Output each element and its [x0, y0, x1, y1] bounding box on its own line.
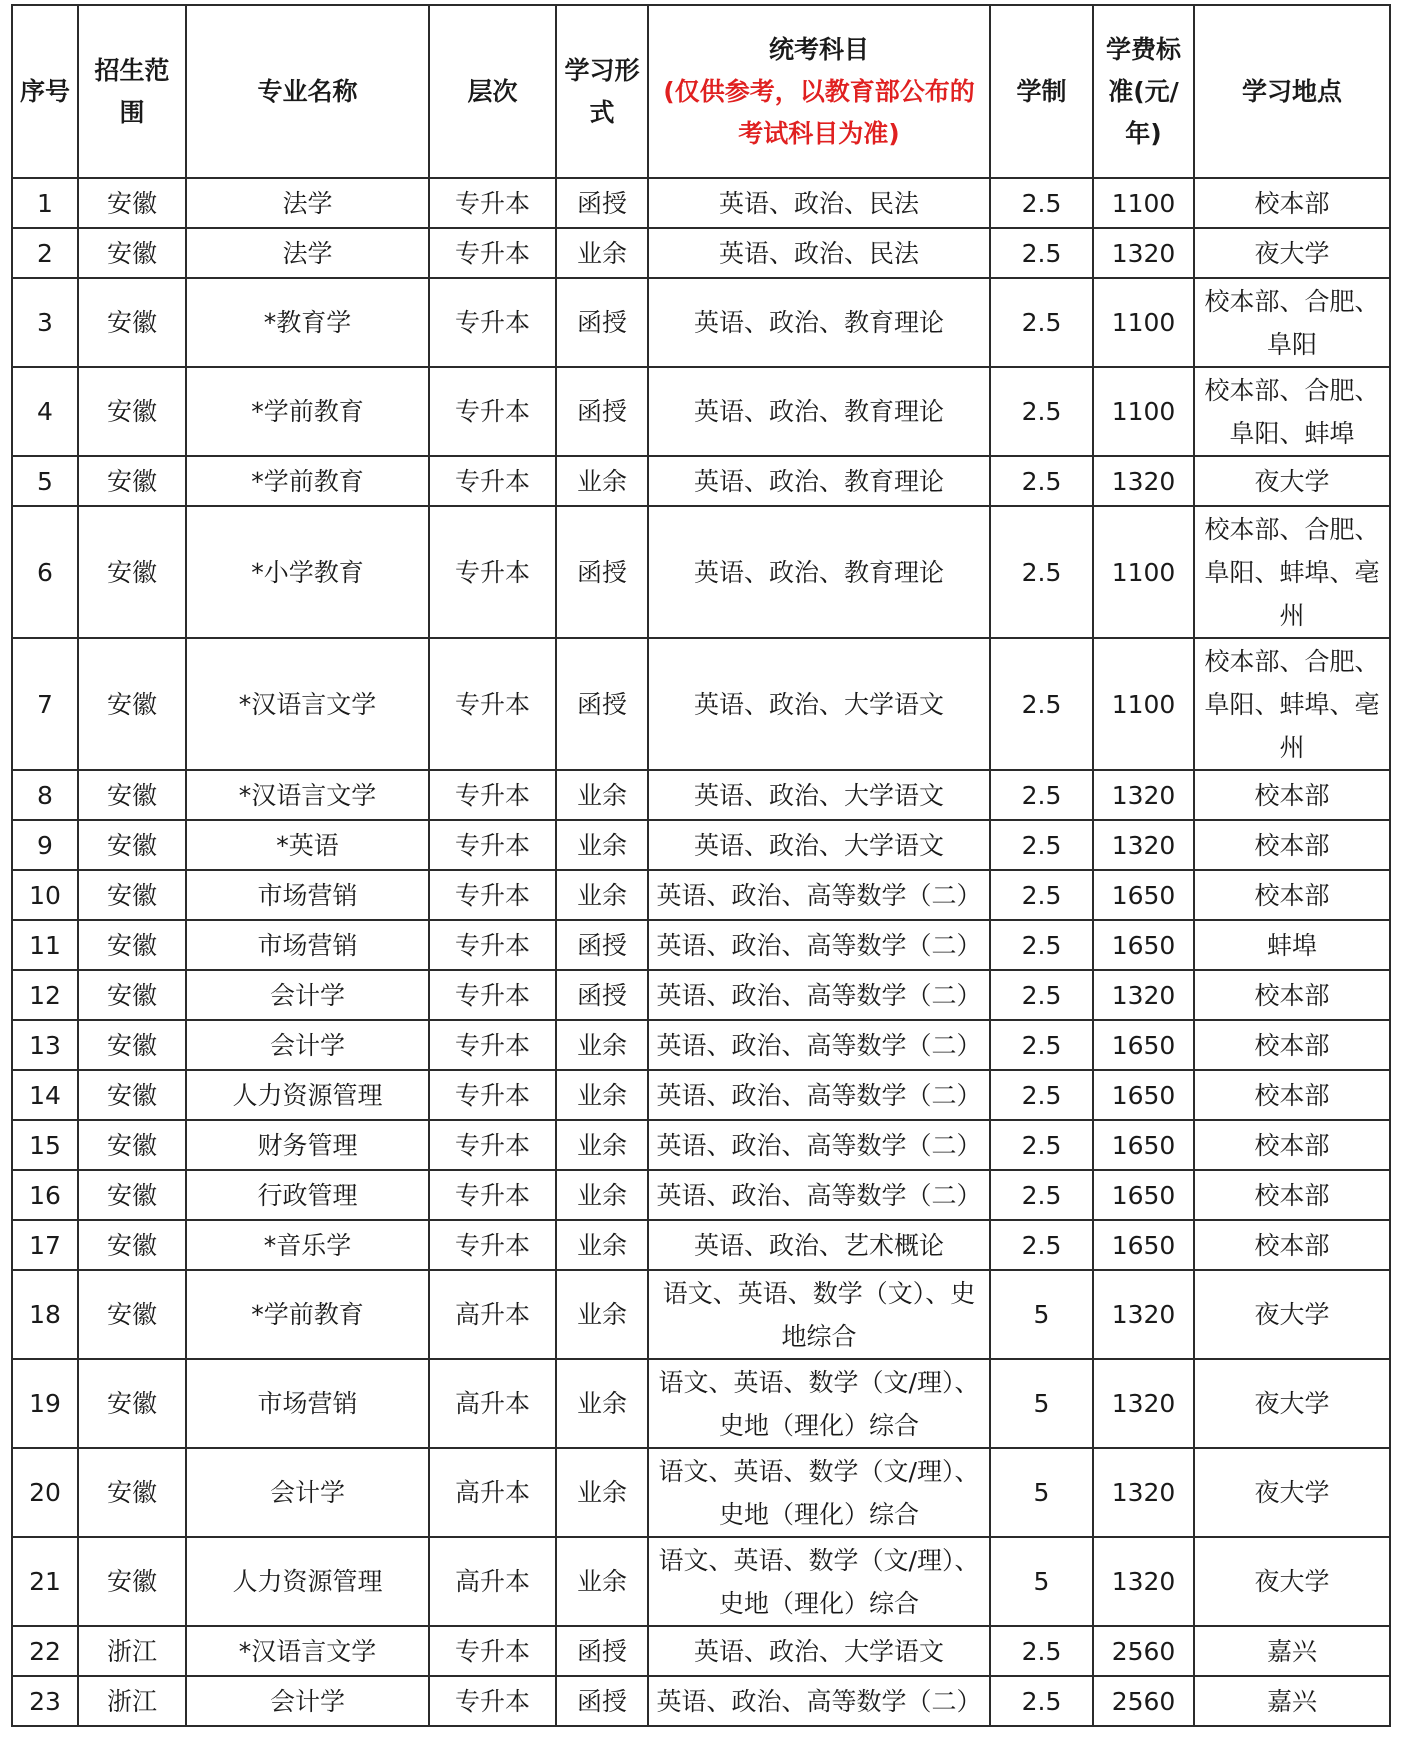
cell-region: 安徽: [78, 367, 186, 456]
table-row: [12, 1626, 1390, 1676]
cell-form: 业余: [556, 820, 648, 870]
cell-subjects: 英语、政治、民法: [648, 228, 990, 278]
cell-subjects: 英语、政治、大学语文: [648, 820, 990, 870]
cell-form: 函授: [556, 1676, 648, 1726]
cell-region: 安徽: [78, 770, 186, 820]
table-body: [12, 178, 1390, 1726]
header-fee: 学费标准(元/年): [1093, 5, 1194, 178]
cell-form: 业余: [556, 1070, 648, 1120]
cell-subjects: 英语、政治、高等数学（二）: [648, 1120, 990, 1170]
cell-seq: 14: [12, 1070, 78, 1120]
cell-subjects: 英语、政治、民法: [648, 178, 990, 228]
header-location: 学习地点: [1194, 5, 1390, 178]
cell-major: 行政管理: [186, 1170, 429, 1220]
cell-fee: 1320: [1093, 456, 1194, 506]
cell-fee: 1650: [1093, 1020, 1194, 1070]
cell-subjects: 英语、政治、高等数学（二）: [648, 1020, 990, 1070]
cell-fee: 1650: [1093, 1120, 1194, 1170]
cell-seq: 8: [12, 770, 78, 820]
cell-subjects: 英语、政治、教育理论: [648, 278, 990, 367]
cell-fee: 1320: [1093, 1537, 1194, 1626]
cell-fee: 1100: [1093, 638, 1194, 770]
cell-location: 嘉兴: [1194, 1676, 1390, 1726]
cell-region: 安徽: [78, 1020, 186, 1070]
cell-form: 业余: [556, 1448, 648, 1537]
cell-form: 业余: [556, 228, 648, 278]
cell-level: 专升本: [429, 820, 556, 870]
cell-location: 校本部: [1194, 1120, 1390, 1170]
cell-major: 法学: [186, 178, 429, 228]
cell-location: 校本部: [1194, 820, 1390, 870]
cell-duration: 2.5: [990, 506, 1093, 638]
cell-subjects: 英语、政治、教育理论: [648, 506, 990, 638]
cell-duration: 5: [990, 1537, 1093, 1626]
cell-duration: 2.5: [990, 1220, 1093, 1270]
cell-level: 专升本: [429, 1220, 556, 1270]
table-row: [12, 506, 1390, 638]
cell-form: 函授: [556, 920, 648, 970]
cell-level: 专升本: [429, 506, 556, 638]
cell-seq: 20: [12, 1448, 78, 1537]
cell-form: 函授: [556, 178, 648, 228]
cell-fee: 1320: [1093, 770, 1194, 820]
cell-form: 业余: [556, 1270, 648, 1359]
cell-major: *汉语言文学: [186, 638, 429, 770]
cell-form: 业余: [556, 1359, 648, 1448]
cell-region: 安徽: [78, 970, 186, 1020]
cell-major: *教育学: [186, 278, 429, 367]
cell-location: 校本部: [1194, 1170, 1390, 1220]
cell-location: 校本部、合肥、阜阳、蚌埠: [1194, 367, 1390, 456]
cell-seq: 23: [12, 1676, 78, 1726]
cell-duration: 5: [990, 1359, 1093, 1448]
cell-location: 校本部、合肥、阜阳、蚌埠、亳州: [1194, 638, 1390, 770]
table-row: [12, 920, 1390, 970]
table-row: [12, 1448, 1390, 1537]
table-row: [12, 1120, 1390, 1170]
cell-duration: 2.5: [990, 367, 1093, 456]
cell-seq: 3: [12, 278, 78, 367]
cell-subjects: 英语、政治、教育理论: [648, 456, 990, 506]
cell-fee: 1100: [1093, 278, 1194, 367]
cell-level: 高升本: [429, 1270, 556, 1359]
cell-major: 会计学: [186, 1020, 429, 1070]
cell-duration: 2.5: [990, 228, 1093, 278]
cell-major: 市场营销: [186, 1359, 429, 1448]
cell-fee: 2560: [1093, 1676, 1194, 1726]
cell-fee: 1650: [1093, 920, 1194, 970]
cell-duration: 2.5: [990, 278, 1093, 367]
cell-form: 业余: [556, 1170, 648, 1220]
cell-region: 安徽: [78, 506, 186, 638]
table-row: [12, 1020, 1390, 1070]
cell-fee: 1320: [1093, 228, 1194, 278]
cell-fee: 1100: [1093, 367, 1194, 456]
header-subjects: [648, 5, 990, 178]
cell-major: *英语: [186, 820, 429, 870]
cell-location: 校本部: [1194, 1070, 1390, 1120]
cell-subjects: 英语、政治、高等数学（二）: [648, 1676, 990, 1726]
cell-major: 市场营销: [186, 870, 429, 920]
cell-seq: 17: [12, 1220, 78, 1270]
cell-region: 安徽: [78, 178, 186, 228]
cell-seq: 5: [12, 456, 78, 506]
cell-subjects: 英语、政治、高等数学（二）: [648, 920, 990, 970]
cell-major: *汉语言文学: [186, 1626, 429, 1676]
cell-major: 人力资源管理: [186, 1537, 429, 1626]
cell-form: 函授: [556, 638, 648, 770]
cell-level: 专升本: [429, 1170, 556, 1220]
cell-location: 蚌埠: [1194, 920, 1390, 970]
header-subjects-title: 统考科目: [768, 34, 869, 64]
cell-subjects: 英语、政治、高等数学（二）: [648, 1070, 990, 1120]
cell-level: 专升本: [429, 1626, 556, 1676]
header-major: 专业名称: [186, 5, 429, 178]
cell-seq: 7: [12, 638, 78, 770]
cell-fee: 1320: [1093, 1359, 1194, 1448]
header-form: 学习形式: [556, 5, 648, 178]
cell-duration: 2.5: [990, 638, 1093, 770]
cell-duration: 2.5: [990, 870, 1093, 920]
cell-form: 函授: [556, 1626, 648, 1676]
cell-seq: 22: [12, 1626, 78, 1676]
cell-level: 专升本: [429, 870, 556, 920]
cell-level: 专升本: [429, 638, 556, 770]
cell-level: 专升本: [429, 920, 556, 970]
cell-subjects: 英语、政治、大学语文: [648, 1626, 990, 1676]
table-row: [12, 456, 1390, 506]
cell-location: 夜大学: [1194, 1537, 1390, 1626]
header-seq: 序号: [12, 5, 78, 178]
cell-form: 业余: [556, 1537, 648, 1626]
cell-level: 专升本: [429, 1020, 556, 1070]
cell-region: 安徽: [78, 920, 186, 970]
table-row: [12, 367, 1390, 456]
cell-subjects: 英语、政治、艺术概论: [648, 1220, 990, 1270]
table-row: [12, 1676, 1390, 1726]
cell-seq: 12: [12, 970, 78, 1020]
cell-location: 校本部、合肥、阜阳、蚌埠、亳州: [1194, 506, 1390, 638]
cell-major: *学前教育: [186, 456, 429, 506]
cell-level: 专升本: [429, 178, 556, 228]
header-region: 招生范围: [78, 5, 186, 178]
table-row: [12, 1170, 1390, 1220]
table-row: [12, 970, 1390, 1020]
header-subjects-note: (仅供参考，以教育部公布的考试科目为准): [663, 76, 975, 148]
cell-major: *汉语言文学: [186, 770, 429, 820]
table-row: [12, 820, 1390, 870]
cell-level: 高升本: [429, 1359, 556, 1448]
cell-major: 会计学: [186, 1676, 429, 1726]
cell-form: 业余: [556, 1120, 648, 1170]
cell-location: 校本部: [1194, 970, 1390, 1020]
header-row: [12, 5, 1390, 178]
cell-seq: 19: [12, 1359, 78, 1448]
cell-duration: 2.5: [990, 1170, 1093, 1220]
cell-region: 安徽: [78, 1120, 186, 1170]
cell-fee: 1650: [1093, 870, 1194, 920]
cell-subjects: 语文、英语、数学（文/理）、史地（理化）综合: [648, 1359, 990, 1448]
cell-location: 嘉兴: [1194, 1626, 1390, 1676]
cell-duration: 2.5: [990, 970, 1093, 1020]
cell-seq: 16: [12, 1170, 78, 1220]
table-row: [12, 228, 1390, 278]
cell-subjects: 英语、政治、高等数学（二）: [648, 970, 990, 1020]
table-row: [12, 278, 1390, 367]
cell-level: 专升本: [429, 1120, 556, 1170]
cell-level: 专升本: [429, 970, 556, 1020]
cell-region: 浙江: [78, 1626, 186, 1676]
cell-seq: 2: [12, 228, 78, 278]
cell-region: 安徽: [78, 1170, 186, 1220]
cell-level: 高升本: [429, 1448, 556, 1537]
cell-form: 业余: [556, 456, 648, 506]
cell-region: 安徽: [78, 278, 186, 367]
cell-level: 高升本: [429, 1537, 556, 1626]
cell-duration: 5: [990, 1270, 1093, 1359]
cell-duration: 2.5: [990, 770, 1093, 820]
cell-subjects: 语文、英语、数学（文/理）、史地（理化）综合: [648, 1537, 990, 1626]
cell-location: 夜大学: [1194, 228, 1390, 278]
cell-region: 浙江: [78, 1676, 186, 1726]
cell-major: 人力资源管理: [186, 1070, 429, 1120]
cell-location: 校本部: [1194, 870, 1390, 920]
cell-duration: 2.5: [990, 920, 1093, 970]
cell-level: 专升本: [429, 1676, 556, 1726]
cell-major: *小学教育: [186, 506, 429, 638]
cell-major: 财务管理: [186, 1120, 429, 1170]
cell-region: 安徽: [78, 456, 186, 506]
cell-form: 业余: [556, 770, 648, 820]
cell-region: 安徽: [78, 1070, 186, 1120]
cell-location: 夜大学: [1194, 1270, 1390, 1359]
cell-form: 业余: [556, 1020, 648, 1070]
cell-location: 校本部: [1194, 178, 1390, 228]
cell-location: 校本部: [1194, 1220, 1390, 1270]
cell-subjects: 英语、政治、高等数学（二）: [648, 1170, 990, 1220]
cell-form: 业余: [556, 870, 648, 920]
table-row: [12, 638, 1390, 770]
cell-level: 专升本: [429, 228, 556, 278]
cell-duration: 2.5: [990, 1676, 1093, 1726]
cell-major: 会计学: [186, 970, 429, 1020]
cell-form: 函授: [556, 367, 648, 456]
cell-major: 会计学: [186, 1448, 429, 1537]
cell-region: 安徽: [78, 870, 186, 920]
cell-location: 校本部: [1194, 770, 1390, 820]
cell-level: 专升本: [429, 456, 556, 506]
cell-major: *学前教育: [186, 367, 429, 456]
cell-level: 专升本: [429, 278, 556, 367]
cell-seq: 15: [12, 1120, 78, 1170]
cell-location: 校本部、合肥、阜阳: [1194, 278, 1390, 367]
cell-region: 安徽: [78, 1359, 186, 1448]
cell-level: 专升本: [429, 367, 556, 456]
cell-region: 安徽: [78, 1537, 186, 1626]
cell-region: 安徽: [78, 1448, 186, 1537]
cell-fee: 1320: [1093, 1448, 1194, 1537]
cell-form: 函授: [556, 506, 648, 638]
table-row: [12, 1359, 1390, 1448]
cell-level: 专升本: [429, 1070, 556, 1120]
cell-seq: 21: [12, 1537, 78, 1626]
cell-subjects: 英语、政治、高等数学（二）: [648, 870, 990, 920]
admissions-table: [11, 4, 1391, 1727]
cell-region: 安徽: [78, 820, 186, 870]
cell-major: 法学: [186, 228, 429, 278]
cell-region: 安徽: [78, 1270, 186, 1359]
table-row: [12, 870, 1390, 920]
cell-duration: 2.5: [990, 1626, 1093, 1676]
cell-duration: 2.5: [990, 1070, 1093, 1120]
cell-fee: 1320: [1093, 1270, 1194, 1359]
cell-form: 业余: [556, 1220, 648, 1270]
cell-subjects: 语文、英语、数学（文/理）、史地（理化）综合: [648, 1448, 990, 1537]
cell-seq: 10: [12, 870, 78, 920]
cell-region: 安徽: [78, 228, 186, 278]
header-duration: 学制: [990, 5, 1093, 178]
cell-seq: 1: [12, 178, 78, 228]
table-row: [12, 1220, 1390, 1270]
cell-major: *学前教育: [186, 1270, 429, 1359]
cell-form: 函授: [556, 970, 648, 1020]
cell-fee: 1650: [1093, 1170, 1194, 1220]
table-row: [12, 1537, 1390, 1626]
cell-duration: 2.5: [990, 456, 1093, 506]
cell-duration: 2.5: [990, 1120, 1093, 1170]
cell-subjects: 英语、政治、教育理论: [648, 367, 990, 456]
table-row: [12, 1070, 1390, 1120]
table-row: [12, 1270, 1390, 1359]
cell-seq: 9: [12, 820, 78, 870]
header-level: 层次: [429, 5, 556, 178]
cell-location: 夜大学: [1194, 1448, 1390, 1537]
cell-level: 专升本: [429, 770, 556, 820]
cell-form: 函授: [556, 278, 648, 367]
cell-seq: 6: [12, 506, 78, 638]
cell-subjects: 英语、政治、大学语文: [648, 638, 990, 770]
cell-major: 市场营销: [186, 920, 429, 970]
cell-seq: 4: [12, 367, 78, 456]
cell-location: 校本部: [1194, 1020, 1390, 1070]
cell-location: 夜大学: [1194, 456, 1390, 506]
cell-seq: 18: [12, 1270, 78, 1359]
cell-fee: 1100: [1093, 506, 1194, 638]
cell-seq: 13: [12, 1020, 78, 1070]
cell-subjects: 英语、政治、大学语文: [648, 770, 990, 820]
cell-major: *音乐学: [186, 1220, 429, 1270]
cell-location: 夜大学: [1194, 1359, 1390, 1448]
cell-fee: 1320: [1093, 820, 1194, 870]
cell-duration: 2.5: [990, 1020, 1093, 1070]
cell-fee: 2560: [1093, 1626, 1194, 1676]
cell-duration: 2.5: [990, 820, 1093, 870]
cell-duration: 2.5: [990, 178, 1093, 228]
table-row: [12, 770, 1390, 820]
cell-region: 安徽: [78, 638, 186, 770]
table-row: [12, 178, 1390, 228]
cell-subjects: 语文、英语、数学（文）、史地综合: [648, 1270, 990, 1359]
cell-fee: 1650: [1093, 1220, 1194, 1270]
cell-region: 安徽: [78, 1220, 186, 1270]
cell-fee: 1320: [1093, 970, 1194, 1020]
cell-fee: 1100: [1093, 178, 1194, 228]
cell-fee: 1650: [1093, 1070, 1194, 1120]
cell-duration: 5: [990, 1448, 1093, 1537]
cell-seq: 11: [12, 920, 78, 970]
admissions-table-wrapper: [11, 4, 1391, 1727]
